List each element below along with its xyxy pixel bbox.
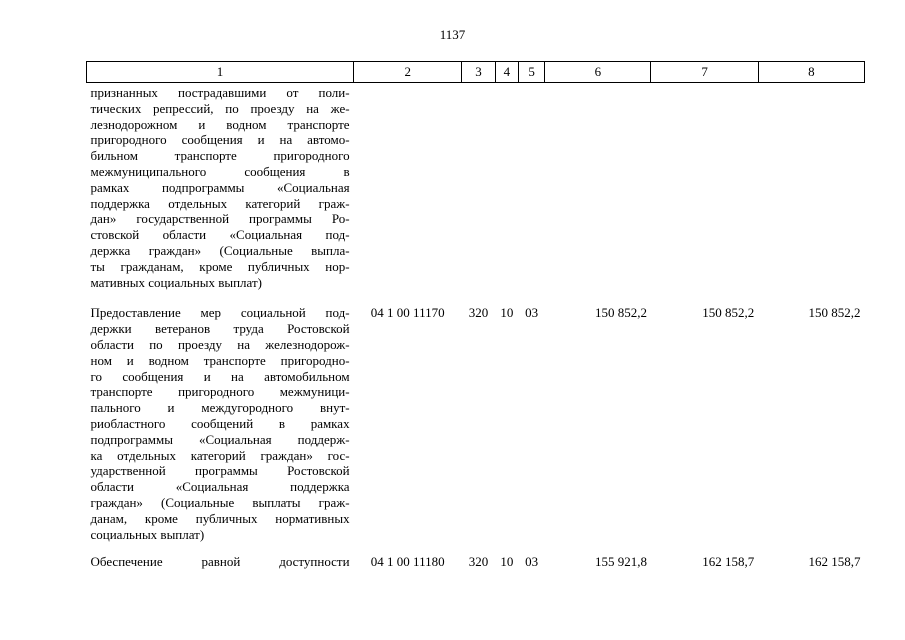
rz-code: 10	[500, 554, 514, 570]
description-line: Обеспечение равной доступности	[90, 554, 350, 570]
budget-table	[86, 61, 865, 570]
amount-col6	[545, 83, 651, 306]
description-line: ка отдельных категорий граждан» гос-	[90, 447, 350, 463]
amount-col8	[758, 83, 864, 306]
column-header: 2	[354, 62, 462, 83]
description-line: граждан» (Социальные выплаты граж-	[90, 494, 350, 510]
page-number: 1137	[439, 27, 466, 42]
description-line: транспорте пригородного межмуници-	[90, 384, 350, 400]
amount-col6: 150 852,2	[594, 305, 647, 321]
amount-col8: 162 158,7	[808, 554, 861, 570]
description-line: ном и водном транспорте пригородно-	[90, 352, 350, 368]
column-header: 3	[462, 62, 495, 83]
column-header: 5	[518, 62, 544, 83]
description-line: поддержка отдельных категорий граж-	[90, 195, 350, 211]
table-row	[87, 305, 865, 552]
amount-col7: 162 158,7	[702, 554, 755, 570]
description-line: мативных социальных выплат)	[90, 274, 262, 290]
vr-code: 320	[468, 554, 489, 570]
amount-col8: 150 852,2	[808, 305, 861, 321]
csr-code: 04 1 00 11170	[370, 305, 445, 321]
table-row	[87, 552, 865, 570]
column-header: 8	[758, 62, 864, 83]
description-line: держки ветеранов труда Ростовской	[90, 321, 350, 337]
pr-code	[518, 83, 544, 306]
description-line: пригородного сообщения и на автомо-	[90, 132, 350, 148]
description-line: рамках подпрограммы «Социальная	[90, 179, 350, 195]
csr-code: 04 1 00 11180	[370, 554, 445, 570]
description-line: пального и междугородного внут-	[90, 400, 350, 416]
column-header: 6	[545, 62, 651, 83]
amount-col7	[651, 83, 758, 306]
description-line: тических репрессий, по проезду на же-	[90, 100, 350, 116]
description-line: го сообщения и на автомобильном	[90, 368, 350, 384]
description-line: области «Социальная поддержка	[90, 479, 350, 495]
description-line: признанных пострадавшими от поли-	[90, 85, 350, 100]
table-row	[87, 83, 865, 306]
description-line: Предоставление мер социальной под-	[90, 305, 350, 321]
description-line: дан» государственной программы Ро-	[90, 211, 350, 227]
description-line: бильном транспорте пригородного	[90, 148, 350, 164]
description-line: лезнодорожном и водном транспорте	[90, 116, 350, 132]
pr-code: 03	[525, 554, 539, 570]
vr-code: 320	[468, 305, 489, 321]
description-line: межмуниципального сообщения в	[90, 163, 350, 179]
csr-code	[354, 83, 462, 306]
description-line: области по проезду на железнодорож-	[90, 336, 350, 352]
row-description	[87, 83, 354, 306]
table-header-row	[87, 62, 865, 83]
column-header: 7	[651, 62, 758, 83]
column-header: 1	[87, 62, 354, 83]
description-line: риобластного сообщений в рамках	[90, 415, 350, 431]
description-line: держка граждан» (Социальные выпла-	[90, 242, 350, 258]
rz-code	[495, 83, 518, 306]
pr-code: 03	[525, 305, 539, 321]
description-line: данам, кроме публичных нормативных	[90, 510, 350, 526]
row-description	[87, 552, 354, 570]
vr-code	[462, 83, 495, 306]
amount-col6: 155 921,8	[594, 554, 647, 570]
description-line: социальных выплат)	[90, 526, 205, 542]
row-description	[87, 305, 354, 552]
description-line: подпрограммы «Социальная поддерж-	[90, 431, 350, 447]
description-line: стовской области «Социальная под-	[90, 227, 350, 243]
column-header: 4	[495, 62, 518, 83]
description-line: ударственной программы Ростовской	[90, 463, 350, 479]
description-line: ты гражданам, кроме публичных нор-	[90, 258, 350, 274]
amount-col7: 150 852,2	[702, 305, 755, 321]
rz-code: 10	[500, 305, 514, 321]
